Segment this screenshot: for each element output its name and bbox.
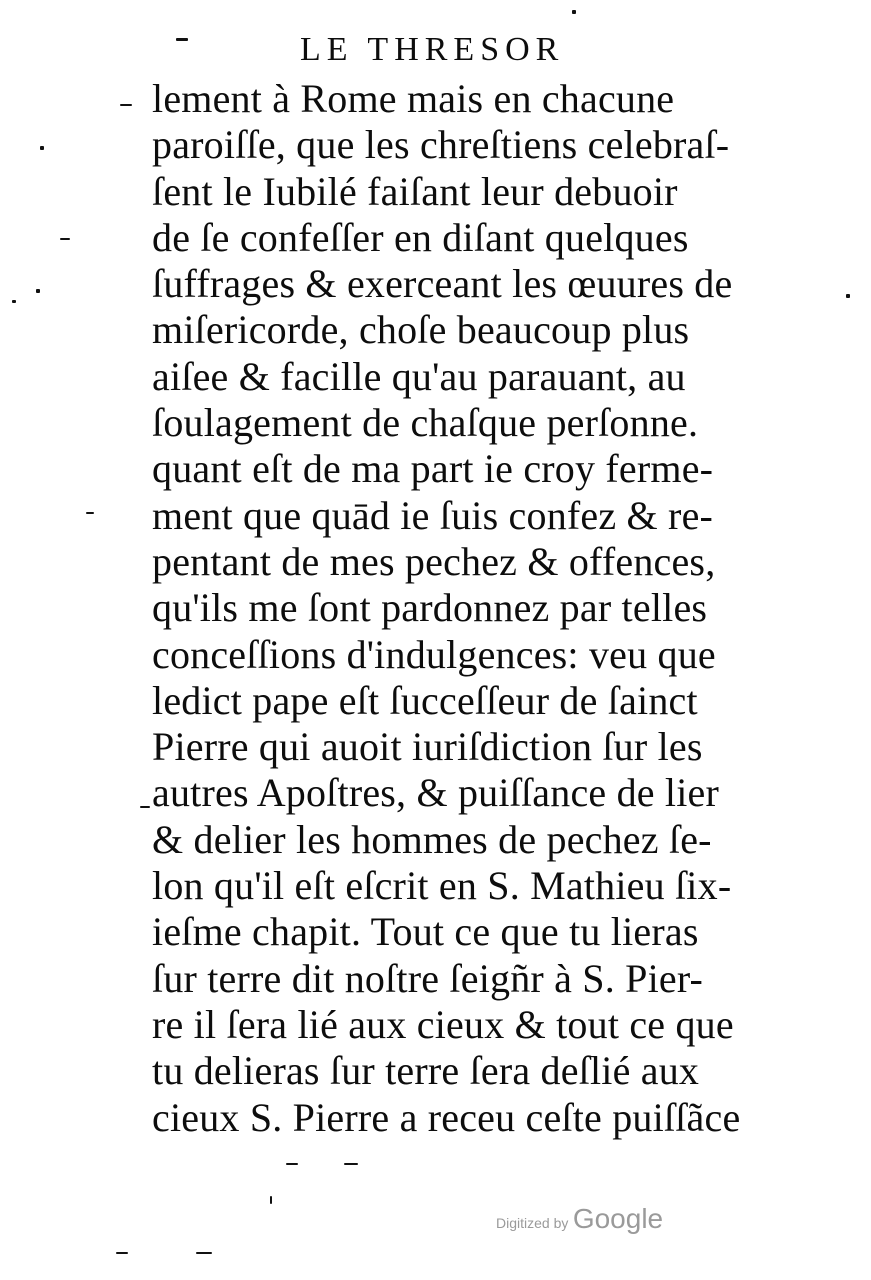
text-line: ſuffrages & exerceant les œuures de (152, 261, 733, 307)
google-logo: Google (572, 1203, 664, 1234)
text-line: tu delieras ſur terre ſera deſlié aux (152, 1048, 700, 1094)
text-line: autres Apoſtres, & puiſſance de lier (152, 770, 720, 816)
scan-speck (196, 1252, 212, 1254)
text-line: conceſſions d'indulgences: veu que (152, 631, 716, 677)
text-line: cieux S. Pierre a receu ceſte puiſſãce (152, 1094, 741, 1140)
scan-speck (286, 1163, 298, 1165)
text-line: ment que quād ie ſuis confez & re- (152, 492, 714, 538)
text-line: & delier les hommes de pechez ſe- (152, 816, 712, 862)
text-line: ieſme chapit. Tout ce que tu lieras (152, 909, 699, 955)
scan-speck (36, 289, 40, 293)
text-line: qu'ils me ſont pardonnez par telles (152, 585, 708, 631)
text-line: paroiſſe, que les chreſtiens celebraſ- (152, 122, 730, 168)
scan-speck (344, 1163, 358, 1165)
scan-speck (86, 512, 94, 514)
running-head: LE THRESOR (300, 31, 565, 68)
watermark-prefix: Digitized by (496, 1215, 569, 1231)
text-line: de ſe confeſſer en diſant quelques (152, 214, 689, 260)
scan-speck (140, 806, 150, 808)
scan-speck (116, 1252, 128, 1254)
digitized-watermark (496, 1203, 663, 1235)
scan-speck (12, 300, 16, 303)
text-line: lon qu'il eſt eſcrit en S. Mathieu ſix- (152, 863, 732, 909)
body-text (152, 76, 792, 1141)
text-line: aiſee & facille qu'au parauant, au (152, 353, 686, 399)
scan-speck (176, 38, 188, 41)
scan-speck (60, 238, 70, 240)
scan-speck (572, 10, 576, 14)
text-line: pentant de mes pechez & offences, (152, 538, 716, 584)
text-line: quant eſt de ma part ie croy ferme- (152, 446, 714, 492)
text-line: re il ſera lié aux cieux & tout ce que (152, 1001, 734, 1047)
scan-speck (846, 294, 850, 298)
text-line: ſoulagement de chaſque perſonne. (152, 400, 699, 446)
text-line: ſent le Iubilé faiſant leur debuoir (152, 168, 678, 214)
scan-speck (40, 146, 44, 150)
text-line: Pierre qui auoit iuriſdiction ſur les (152, 724, 703, 770)
scan-speck (120, 104, 132, 106)
scan-speck (270, 1196, 272, 1204)
text-line: lement à Rome mais en chacune (152, 76, 675, 121)
text-line: ſur terre dit noſtre ſeigñr à S. Pier- (152, 955, 704, 1001)
text-line: miſericorde, choſe beaucoup plus (152, 307, 690, 353)
text-line: ledict pape eſt ſucceſſeur de ſainct (152, 677, 698, 723)
